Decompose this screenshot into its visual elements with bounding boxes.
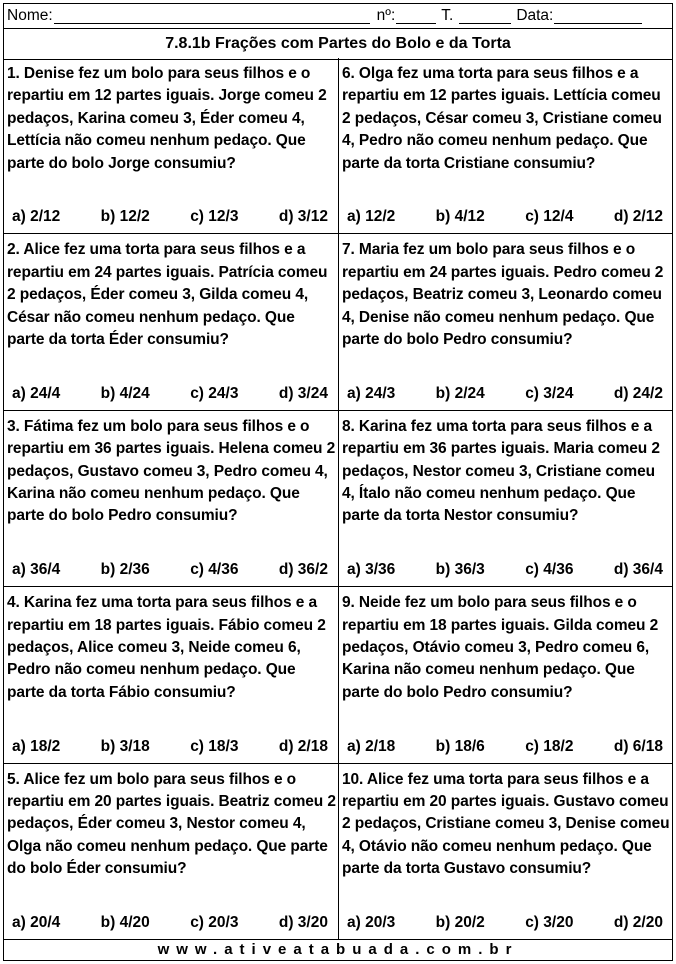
question-text: 1. Denise fez um bolo para seus filhos e o repartiu em 12 partes iguais. Jorge comeu 2 pedaços, Karina comeu 3, Éder comeu 4, Lettícia não comeu nenhum pedaço. Que parte do bolo Jorge consumiu? (7, 65, 327, 172)
answer-options (339, 738, 673, 756)
question-10 (339, 764, 673, 940)
question-4 (4, 587, 338, 763)
page-title: 7.8.1b Frações com Partes do Bolo e da Torta (4, 29, 672, 60)
option-a[interactable]: a) 20/3 (347, 913, 396, 931)
questions-grid (4, 58, 672, 940)
student-header (4, 4, 672, 29)
class-label: T. (441, 7, 454, 24)
question-text: 7. Maria fez um bolo para seus filhos e o repartiu em 24 partes iguais. Pedro comeu 2 pedaços, Beatriz comeu 3, Leonardo comeu 4, Denise não comeu nenhum pedaço. Que parte do bolo Pedro consumiu? (342, 241, 664, 349)
question-text: 3. Fátima fez um bolo para seus filhos e o repartiu em 36 partes iguais. Helena comeu 2 pedaços, Gustavo comeu 3, Pedro comeu 4, Karina não comeu nenhum pedaço. Que parte do bolo Pedro consumiu? (7, 417, 336, 525)
option-a[interactable]: a) 20/4 (12, 913, 61, 931)
question-text: 10. Alice fez uma torta para seus filhos e a repartiu em 20 partes iguais. Gustavo comeu 2 pedaços, Cristiane comeu 3, Denise comeu 4, Otávio não comeu nenhum pedaço. Que parte da torta Gustavo consumiu? (342, 770, 670, 878)
option-c[interactable]: c) 12/3 (190, 208, 239, 226)
site-footer: www.ativeatabuada.com.br (157, 940, 519, 958)
option-d[interactable]: d) 3/24 (278, 384, 328, 402)
question-text: 5. Alice fez um bolo para seus filhos e o repartiu em 20 partes iguais. Beatriz comeu 2 pedaços, Éder comeu 3, Nestor comeu 4, Olga não comeu nenhum pedaço. Que parte do bolo Éder consumiu? (7, 770, 336, 878)
option-b[interactable]: b) 2/36 (100, 561, 150, 579)
question-9 (339, 587, 673, 763)
option-d[interactable]: d) 2/20 (613, 913, 663, 931)
date-field[interactable] (554, 8, 642, 24)
answer-options (339, 208, 673, 226)
option-a[interactable]: a) 2/12 (12, 208, 61, 226)
option-d[interactable]: d) 36/2 (278, 561, 328, 579)
question-2 (4, 234, 338, 410)
option-b[interactable]: b) 4/20 (100, 913, 150, 931)
question-1 (4, 58, 338, 234)
option-c[interactable]: c) 18/3 (190, 737, 239, 755)
question-3 (4, 411, 338, 587)
option-a[interactable]: a) 36/4 (12, 561, 61, 579)
option-a[interactable]: a) 3/36 (347, 561, 396, 579)
option-b[interactable]: b) 20/2 (435, 913, 485, 931)
number-field[interactable] (396, 8, 436, 24)
class-field[interactable] (459, 8, 511, 24)
date-label: Data: (516, 7, 554, 24)
option-c[interactable]: c) 24/3 (190, 384, 239, 402)
question-text: 2. Alice fez uma torta para seus filhos e a repartiu em 24 partes iguais. Patrícia comeu 2 pedaços, Éder comeu 3, Gilda comeu 4, César não comeu nenhum pedaço. Que parte da torta Éder consumiu? (7, 241, 328, 349)
number-label: nº: (376, 7, 396, 24)
answer-options (4, 561, 338, 579)
option-b[interactable]: b) 36/3 (435, 561, 485, 579)
question-7 (339, 234, 673, 410)
option-b[interactable]: b) 18/6 (435, 737, 485, 755)
option-c[interactable]: c) 12/4 (525, 208, 574, 226)
option-a[interactable]: a) 18/2 (12, 737, 61, 755)
answer-options (4, 385, 338, 403)
question-6 (339, 58, 673, 234)
option-b[interactable]: b) 4/12 (435, 208, 485, 226)
option-c[interactable]: c) 4/36 (190, 561, 239, 579)
answer-options (4, 208, 338, 226)
answer-options (4, 914, 338, 932)
answer-options (4, 738, 338, 756)
answer-options (339, 561, 673, 579)
questions-column-right (339, 58, 673, 940)
option-c[interactable]: c) 4/36 (525, 561, 574, 579)
option-d[interactable]: d) 2/18 (278, 737, 328, 755)
option-d[interactable]: d) 6/18 (613, 737, 663, 755)
option-b[interactable]: b) 4/24 (100, 384, 150, 402)
question-text: 4. Karina fez uma torta para seus filhos e a repartiu em 18 partes iguais. Fábio comeu 2 pedaços, Alice comeu 3, Neide comeu 6, Pedro não comeu nenhum pedaço. Que parte da torta Fábio consumiu? (7, 594, 326, 701)
question-text: 9. Neide fez um bolo para seus filhos e o repartiu em 18 partes iguais. Gilda comeu 2 pedaços, Otávio comeu 3, Pedro comeu 6, Karina não comeu nenhum pedaço. Que parte do bolo Pedro consumiu? (342, 594, 659, 701)
worksheet (3, 3, 673, 961)
name-field[interactable] (54, 8, 370, 24)
answer-options (339, 914, 673, 932)
option-d[interactable]: d) 24/2 (613, 384, 663, 402)
option-c[interactable]: c) 18/2 (525, 737, 574, 755)
question-text: 6. Olga fez uma torta para seus filhos e a repartiu em 12 partes iguais. Lettícia comeu 2 pedaços, César comeu 3, Cristiane comeu 4, Pedro não comeu nenhum pedaço. Que parte da torta Cristiane consumiu? (342, 65, 662, 172)
option-a[interactable]: a) 24/4 (12, 384, 61, 402)
option-a[interactable]: a) 12/2 (347, 208, 396, 226)
name-label: Nome: (7, 7, 53, 24)
option-c[interactable]: c) 20/3 (190, 913, 239, 931)
option-d[interactable]: d) 3/12 (278, 208, 328, 226)
answer-options (339, 385, 673, 403)
option-b[interactable]: b) 12/2 (100, 208, 150, 226)
option-d[interactable]: d) 3/20 (278, 913, 328, 931)
question-text: 8. Karina fez uma torta para seus filhos e a repartiu em 36 partes iguais. Maria comeu 2 pedaços, Nestor comeu 3, Cristiane comeu 4, Ítalo não comeu nenhum pedaço. Que parte da torta Nestor consumiu? (342, 417, 660, 525)
question-8 (339, 411, 673, 587)
option-a[interactable]: a) 2/18 (347, 737, 396, 755)
option-c[interactable]: c) 3/20 (525, 913, 574, 931)
option-c[interactable]: c) 3/24 (525, 384, 574, 402)
questions-column-left (4, 58, 339, 940)
option-b[interactable]: b) 3/18 (100, 737, 150, 755)
option-d[interactable]: d) 36/4 (613, 561, 663, 579)
option-a[interactable]: a) 24/3 (347, 384, 396, 402)
option-d[interactable]: d) 2/12 (613, 208, 663, 226)
option-b[interactable]: b) 2/24 (435, 384, 485, 402)
question-5 (4, 764, 338, 940)
